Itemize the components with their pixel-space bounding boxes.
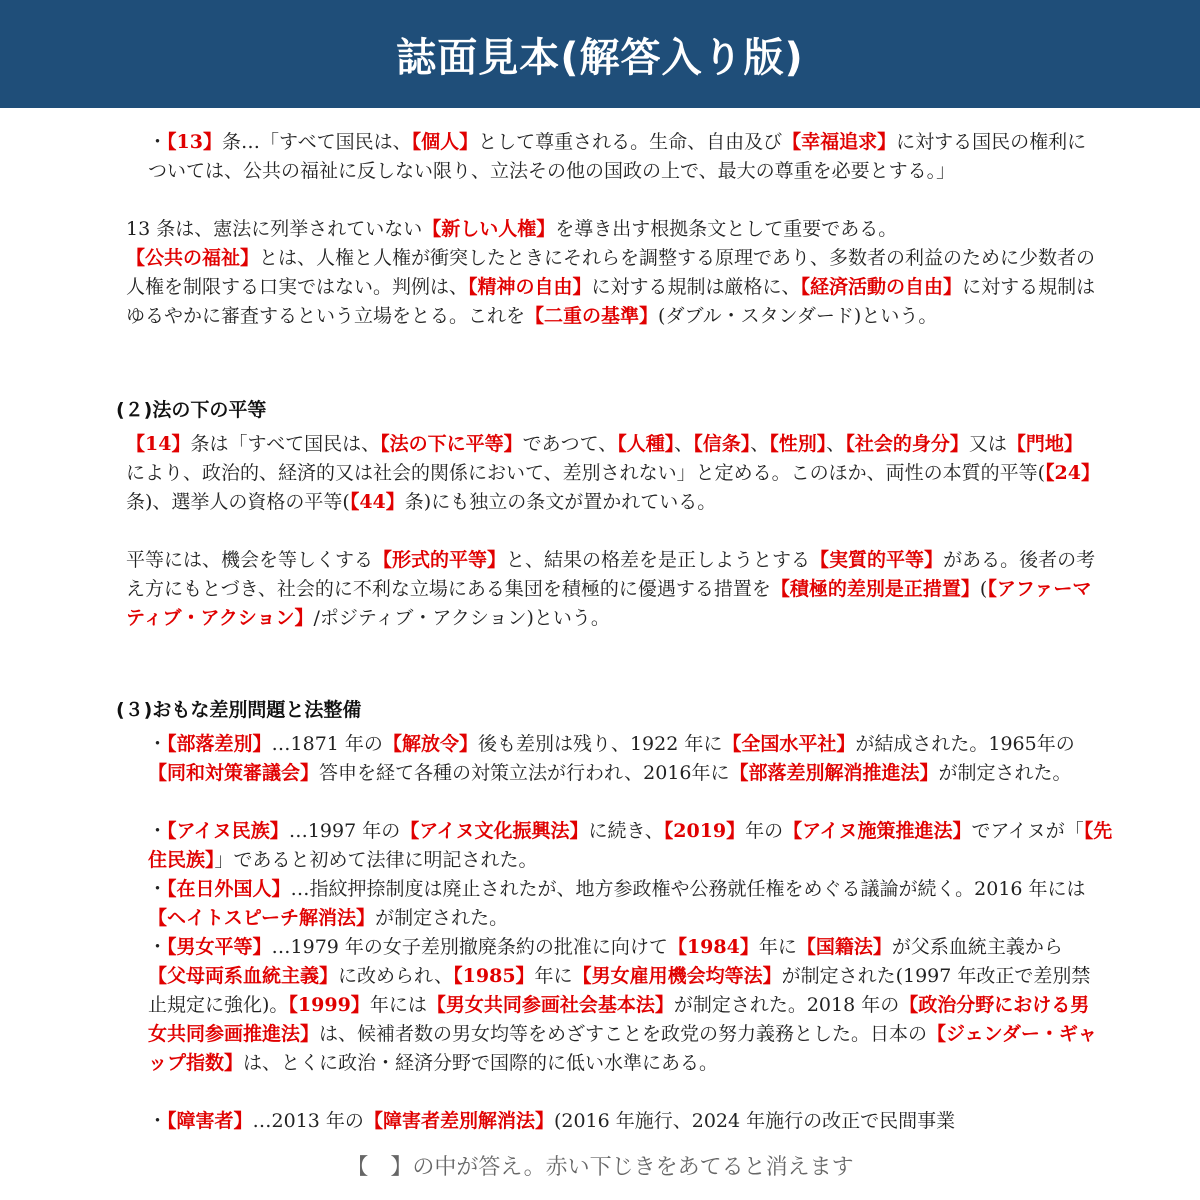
answer-term: 【実質的平等】 (810, 549, 944, 571)
answer-term: 【個人】 (411, 131, 479, 153)
body-text: がある。後者の考え方にもとづき、社会的に不利な立場にある集団を積極的に優遇する措置を (126, 549, 1096, 600)
paragraph (148, 730, 1100, 788)
answer-term: 【13】 (167, 131, 222, 153)
body-text: に対する国民の権利については、公共の福祉に反しない限り、立法その他の国政の上で、最大の尊重を必要とする。」 (148, 131, 1087, 182)
answer-term: 【二重の基準】 (525, 305, 659, 327)
answer-term: 【性別】 (769, 433, 827, 455)
body-text: を導き出す根拠条文として重要である。 (555, 218, 898, 240)
answer-term: 【障害者】 (167, 1110, 253, 1132)
answer-term: 【法の下に平等】 (380, 433, 523, 455)
answer-term: 【1984】 (667, 936, 759, 958)
footer-note: 【 】の中が答え。赤い下じきをあてると消えます (346, 1155, 854, 1180)
body-text: 後も差別は残り、1922 年に (477, 733, 723, 755)
answer-term: 【形式的平等】 (373, 549, 507, 571)
body-text: ・ (148, 936, 168, 958)
answer-term: 【男女平等】 (167, 936, 272, 958)
paragraph (126, 546, 1100, 633)
answer-term: 【幸福追求】 (782, 131, 897, 153)
header-banner (0, 0, 1200, 108)
body-text: /ポジティブ・アクション)という。 (313, 607, 610, 629)
paragraph (148, 875, 1100, 933)
answer-term: 【1985】 (453, 965, 535, 987)
body-text: ・ (148, 733, 168, 755)
answer-term: 【ヘイトスピーチ解消法】 (148, 907, 376, 929)
answer-term: 【14】 (126, 433, 191, 455)
paragraph (148, 1107, 1100, 1136)
body-text: 答申を経て各種の対策立法が行われ、2016年に (319, 762, 730, 784)
answer-term: 【社会的身分】 (845, 433, 969, 455)
paragraph (126, 430, 1100, 517)
body-text: として尊重される。生命、自由及び (478, 131, 783, 153)
body-text: ・ (148, 1110, 168, 1132)
answer-term: 【アファーマティブ・アクション】 (126, 578, 1092, 629)
body-text: 条は「すべて国民は、 (190, 433, 381, 455)
body-text: 年の (745, 820, 784, 842)
answer-term: 【公共の福祉】 (126, 247, 260, 269)
body-text: ・ (148, 878, 168, 900)
body-text: 条)にも独立の条文が置かれている。 (404, 491, 717, 513)
body-text: …1871 年の (271, 733, 383, 755)
body-text: (ダブル・スタンダード)という。 (658, 305, 938, 327)
body-text: 、 (674, 433, 694, 455)
body-text: 条)、選挙人の資格の平等( (126, 491, 350, 513)
body-text: …2013 年の (252, 1110, 364, 1132)
answer-term: 【経済活動の自由】 (800, 276, 963, 298)
body-text: 条…「すべて国民は、 (221, 131, 412, 153)
answer-term: 【人種】 (617, 433, 675, 455)
body-text: ・ (148, 131, 168, 153)
body-text: とは、人権と人権が衝突したときにそれらを調整する原理であり、多数者の利益のために少数者の人権を制限する口実ではない。判例は、 (126, 247, 1096, 298)
page-title: 誌面見本(解答入り版) (396, 34, 804, 81)
answer-term: 【国籍法】 (796, 936, 892, 958)
body-text: に改められ、 (338, 965, 454, 987)
body-text: は、候補者数の男女均等をめざすことを政党の努力義務とした。日本の (319, 1023, 928, 1045)
answer-term: 【信条】 (693, 433, 751, 455)
body-text: に対する規制はゆるやかに審査するという立場をとる。これを (126, 276, 1096, 327)
body-text: 」であると初めて法律に明記された。 (214, 849, 538, 871)
body-text: …1997 年の (288, 820, 401, 842)
body-text: に対する規制は厳格に、 (591, 276, 801, 298)
answer-term: 【アイヌ文化振興法】 (400, 820, 589, 842)
paragraph (148, 128, 1098, 186)
answer-term: 【在日外国人】 (167, 878, 291, 900)
body-text: 、 (826, 433, 846, 455)
body-text: ( (979, 578, 988, 600)
body-text: でアイヌが「 (971, 820, 1084, 842)
answer-term: 【先住民族】 (148, 820, 1113, 871)
answer-term: 【門地】 (1006, 433, 1083, 455)
body-text: が父系血統主義から (891, 936, 1063, 958)
body-text: 年には (369, 994, 427, 1016)
answer-term: 【解放令】 (382, 733, 478, 755)
answer-term: 【新しい人権】 (422, 218, 556, 240)
paragraph (148, 817, 1114, 875)
body-text: ・ (148, 820, 168, 842)
body-text: 又は (968, 433, 1007, 455)
body-text: が制定された。 (375, 907, 509, 929)
answer-term: 【部落差別】 (167, 733, 272, 755)
body-text: であつて、 (522, 433, 618, 455)
body-text: と、結果の格差を是正しようとする (506, 549, 811, 571)
answer-term: 【積極的差別是正措置】 (770, 578, 980, 600)
body-text: が制定された(1997 年改正で差別禁止規定に強化)。 (148, 965, 1091, 1016)
body-text: が制定された。 (938, 762, 1072, 784)
answer-term: 【精神の自由】 (468, 276, 592, 298)
answer-term: 【父母両系血統主義】 (148, 965, 339, 987)
body-text: は、とくに政治・経済分野で国際的に低い水準にある。 (243, 1052, 719, 1074)
paragraph (148, 933, 1100, 1078)
answer-term: 【ジェンダー・ギャップ指数】 (148, 1023, 1097, 1074)
answer-term: 【24】 (1045, 462, 1100, 484)
body-text: が制定された。2018 年の (673, 994, 900, 1016)
answer-term: 【全国水平社】 (722, 733, 856, 755)
section-heading: (２)法の下の平等 (116, 399, 267, 421)
answer-term: 【男女共同参画社会基本法】 (426, 994, 674, 1016)
body-text: が結成された。1965年の (855, 733, 1075, 755)
answer-term: 【男女雇用機会均等法】 (572, 965, 782, 987)
answer-term: 【2019】 (663, 820, 746, 842)
paragraph (126, 244, 1100, 331)
answer-term: 【同和対策審議会】 (148, 762, 320, 784)
document-body (0, 128, 1200, 1132)
answer-term: 【政治分野における男女共同参画推進法】 (148, 994, 1090, 1045)
section-heading: (３)おもな差別問題と法整備 (116, 699, 362, 721)
answer-term: 【障害者差別解消法】 (363, 1110, 554, 1132)
body-text: …1979 年の女子差別撤廃条約の批准に向けて (271, 936, 668, 958)
body-text: 平等には、機会を等しくする (126, 549, 374, 571)
answer-term: 【44】 (349, 491, 405, 513)
answer-term: 【アイヌ民族】 (167, 820, 289, 842)
paragraph (126, 215, 1100, 244)
body-text: 13 条は、憲法に列挙されていない (126, 218, 423, 240)
body-text: 年に (534, 965, 573, 987)
body-text: 年に (758, 936, 797, 958)
body-text: により、政治的、経済的又は社会的関係において、差別されない」と定める。このほか、両性の本質的平等( (126, 462, 1046, 484)
answer-term: 【部落差別解消推進法】 (729, 762, 939, 784)
answer-term: 【1999】 (288, 994, 370, 1016)
body-text: に続き、 (588, 820, 664, 842)
body-text: …指紋押捺制度は廃止されたが、地方参政権や公務就任権をめぐる議論が続く。2016 年には (290, 878, 1086, 900)
body-text: 、 (750, 433, 770, 455)
body-text: (2016 年施行、2024 年施行の改正で民間事業 (553, 1110, 956, 1132)
answer-term: 【アイヌ施策推進法】 (783, 820, 972, 842)
